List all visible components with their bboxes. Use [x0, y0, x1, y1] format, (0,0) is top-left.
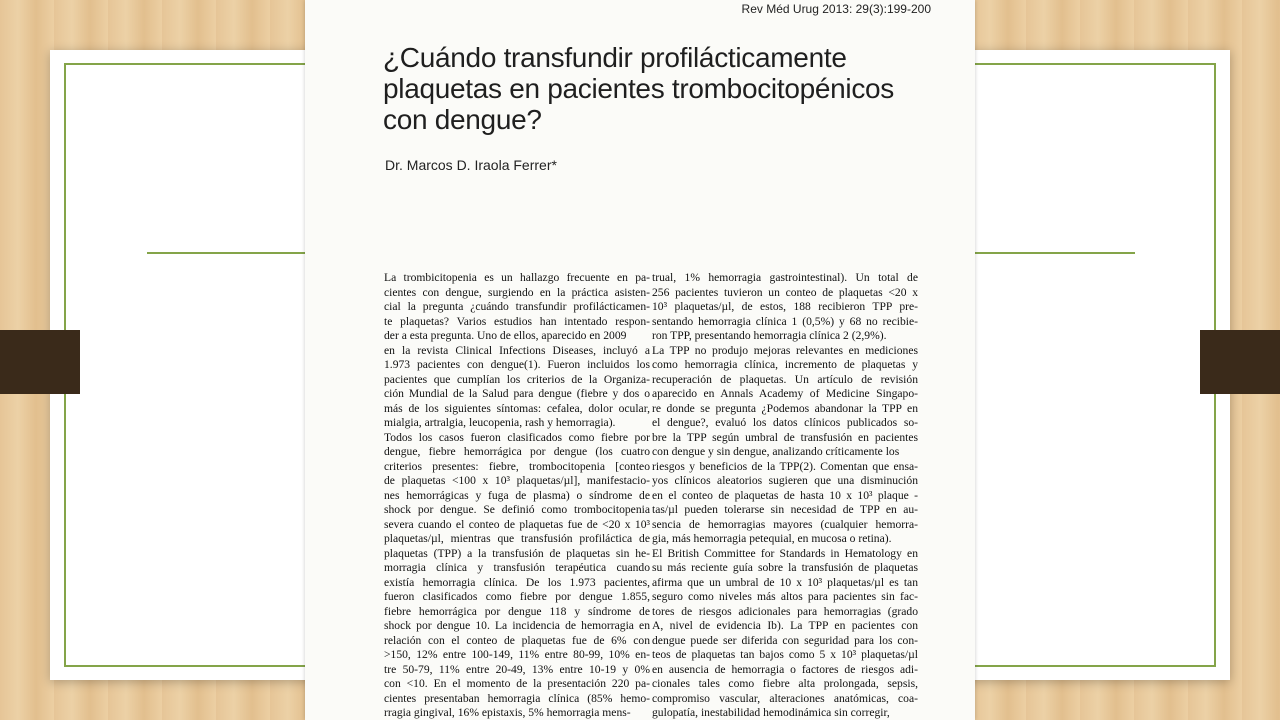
text-line: más de los siguientes síntomas: cefalea, dolor ocular, — [384, 401, 650, 415]
text-line: 1.973 pacientes con dengue(1). Fueron incluidos los — [384, 358, 650, 371]
text-line: teos de plaquetas tan bajos como 5 x 10³ plaquetas/µl — [652, 648, 918, 661]
body-column-right — [652, 271, 918, 720]
text-line: tores de riesgos adicionales para hemorragias (grado — [652, 604, 918, 618]
text-line: trual, 1% hemorragia gastrointestinal). Un total de — [652, 271, 918, 284]
text-line: dengue, fiebre hemorrágica por dengue (los cuatro — [384, 445, 650, 458]
text-line: re donde se pregunta ¿Podemos abandonar la TPP en — [652, 401, 918, 415]
title-line: plaquetas en pacientes trombocitopénicos — [383, 73, 895, 104]
text-line: fueron clasificados como fiebre por dengue 1.855, — [384, 590, 650, 603]
text-line: dengue puede ser diferida con seguridad para los con- — [652, 633, 918, 647]
text-line: El British Committee for Standards in Hematology en — [652, 546, 918, 560]
text-line: La trombicitopenia es un hallazgo frecuente en pa- — [384, 271, 650, 284]
text-line: cial la pregunta ¿cuándo transfundir profilácticamen- — [384, 300, 650, 313]
text-line: bre la TPP según umbral de transfusión en pacientes — [652, 430, 918, 444]
text-line: shock por dengue. Se definió como trombocitopenia — [384, 503, 650, 516]
text-line: morragia clínica y transfusión terapéutica cuando — [384, 561, 650, 574]
text-line: ron TPP, presentando hemorragia clínica 2 (2,9%). — [652, 329, 887, 342]
article-page — [305, 0, 975, 720]
text-line: aparecido en Annals Academy of Medicine Singapo- — [652, 387, 918, 400]
text-line: rragia gingival, 16% epistaxis, 5% hemorragia mens- — [384, 706, 631, 719]
text-line: con dengue y sin dengue, analizando críticamente los — [652, 445, 900, 458]
text-line: recuperación de plaquetas. Un artículo de revisión — [652, 372, 918, 386]
text-line: afirma que un umbral de 10 x 10³ plaquetas/µl es tan — [652, 575, 918, 589]
text-line: >150, 12% entre 100-149, 11% entre 80-99, 10% en- — [384, 648, 650, 661]
text-line: el dengue?, evaluó los datos clínicos publicados so- — [652, 416, 918, 429]
text-line: compromiso vascular, alteraciones anatómicas, coa- — [652, 691, 918, 705]
text-line: 10³ plaquetas/µl, de estos, 188 recibieron TPP pre- — [652, 300, 918, 313]
text-line: relación con el conteo de plaquetas fue de 6% con — [384, 633, 650, 647]
text-line: der a esta pregunta. Uno de ellos, aparecido en 2009 — [384, 329, 627, 342]
text-line: criterios presentes: fiebre, trombocitopenia [conteo — [384, 459, 650, 473]
article-author: Dr. Marcos D. Iraola Ferrer* — [385, 157, 557, 173]
text-line: ción Mundial de la Salud para dengue (fiebre y dos o — [384, 387, 650, 400]
text-line: yos clínicos aleatorios sugieren que una disminución — [652, 474, 918, 487]
right-tab-marker — [1200, 330, 1280, 394]
article-title — [383, 42, 943, 135]
title-line: con dengue? — [383, 104, 542, 135]
left-tab-marker — [0, 330, 80, 394]
journal-reference: Rev Méd Urug 2013: 29(3):199-200 — [741, 2, 931, 16]
title-line: ¿Cuándo transfundir profilácticamente — [383, 42, 847, 73]
text-line: Todos los casos fueron clasificados como fiebre por — [384, 430, 650, 444]
text-line: A, nivel de evidencia Ib). La TPP en pacientes con — [652, 619, 918, 632]
text-line: en el conteo de plaquetas de hasta 10 x 10³ plaque - — [652, 488, 918, 502]
text-line: como hemorragia clínica, incremento de plaquetas y — [652, 358, 918, 371]
text-line: fiebre hemorrágica por dengue 118 y síndrome de — [384, 604, 650, 618]
text-line: pacientes que cumplían los criterios de la Organiza- — [384, 372, 650, 386]
text-line: te plaquetas? Varios estudios han intentado respon- — [384, 314, 650, 328]
text-line: riesgos y beneficios de la TPP(2). Comentan que ensa- — [652, 459, 918, 473]
text-line: existía hemorragia clínica. De los 1.973 pacientes, — [384, 575, 650, 589]
text-line: 256 pacientes tuvieron un conteo de plaquetas <20 x — [652, 285, 918, 299]
text-line: sentando hemorragia clínica 1 (0,5%) y 68 no recibie- — [652, 314, 918, 328]
text-line: La TPP no produjo mejoras relevantes en mediciones — [652, 343, 918, 357]
divider-left — [147, 252, 307, 254]
text-line: gulopatía, inestabilidad hemodinámica sin corregir, — [652, 706, 890, 719]
text-line: mialgia, artralgia, leucopenia, rash y hemorragia). — [384, 416, 616, 429]
divider-right — [975, 252, 1135, 254]
text-line: plaquetas/µl, mientras que transfusión profiláctica de — [384, 532, 650, 545]
text-line: de plaquetas <100 x 10³ plaquetas/µl], manifestacio- — [384, 474, 650, 487]
text-line: en ausencia de hemorragia o factores de riesgos adi- — [652, 662, 918, 676]
text-line: severa cuando el conteo de plaquetas fue de <20 x 10³ — [384, 517, 650, 531]
text-line: en la revista Clinical Infections Diseases, incluyó a — [384, 343, 650, 357]
body-column-left — [384, 271, 650, 720]
text-line: cientes con dengue, surgiendo en la práctica asisten- — [384, 285, 650, 299]
text-line: tas/µl pueden tolerarse sin necesidad de TPP en au- — [652, 503, 918, 516]
text-line: su más reciente guía sobre la transfusión de plaquetas — [652, 561, 918, 574]
text-line: cientes presentaban hemorragia clínica (85% hemo- — [384, 691, 650, 705]
text-line: plaquetas (TPP) a la transfusión de plaquetas sin he- — [384, 546, 650, 560]
text-line: tre 50-79, 11% entre 20-49, 13% entre 10-19 y 0% — [384, 662, 650, 676]
text-line: nes hemorrágicas y fuga de plasma) o síndrome de — [384, 488, 650, 502]
text-line: cionales tales como fiebre alta prolongada, sepsis, — [652, 677, 918, 690]
text-line: seguro como niveles más altos para pacientes sin fac- — [652, 590, 918, 603]
text-line: sencia de hemorragias mayores (cualquier hemorra- — [652, 517, 918, 531]
text-line: gia, más hemorragia petequial, en mucosa o retina). — [652, 532, 892, 545]
text-line: con <10. En el momento de la presentación 220 pa- — [384, 677, 650, 690]
text-line: shock por dengue 10. La incidencia de hemorragia en — [384, 619, 650, 632]
